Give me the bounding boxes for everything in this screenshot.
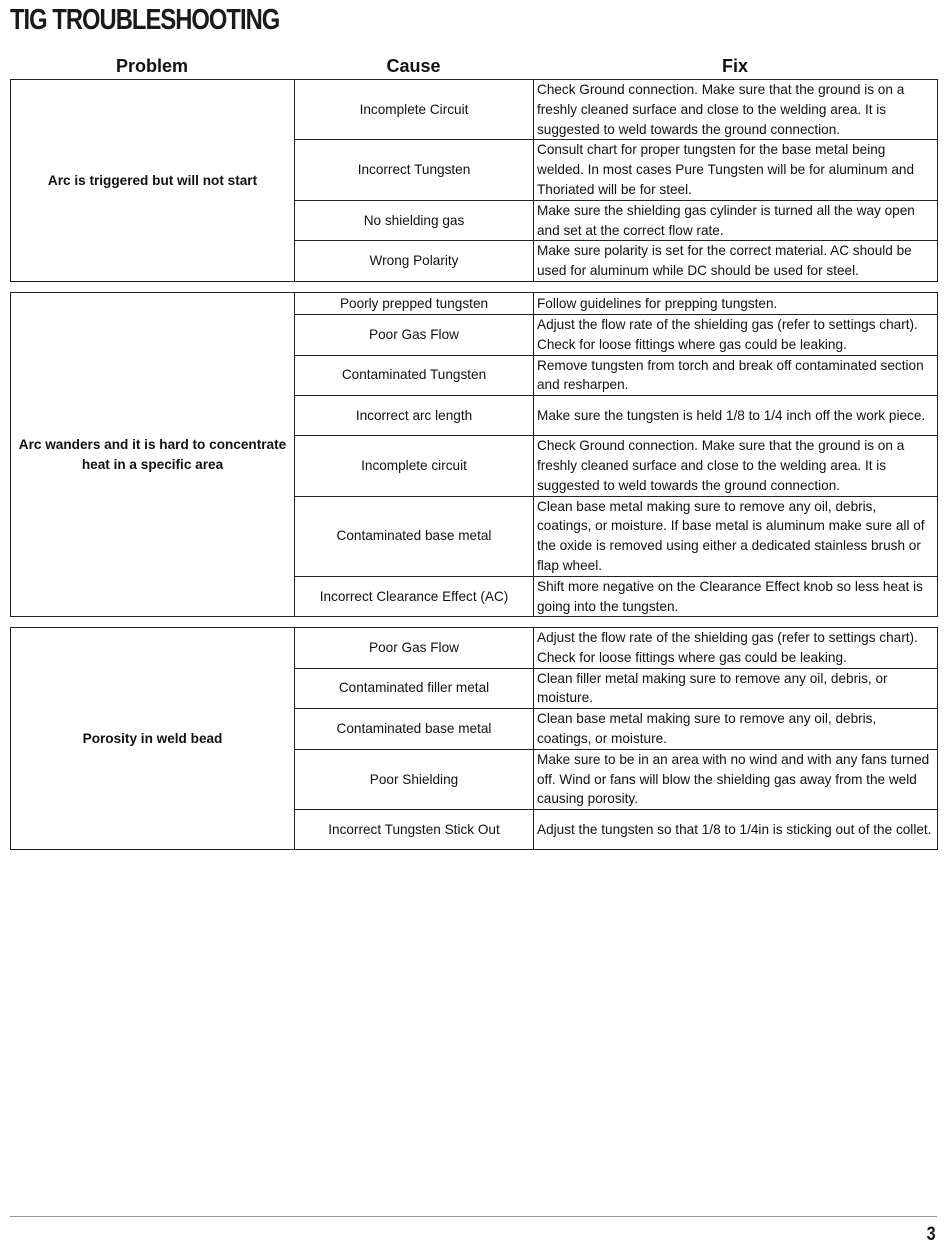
cause-cell: Incorrect Tungsten Stick Out	[295, 810, 534, 850]
cause-cell: Poorly prepped tungsten	[295, 293, 534, 315]
fix-cell: Adjust the flow rate of the shielding gas (refer to settings chart). Check for loose fittings where gas could be leaking.	[534, 628, 938, 669]
cause-cell: Incomplete circuit	[295, 436, 534, 496]
fix-cell: Follow guidelines for prepping tungsten.	[534, 293, 938, 315]
cause-column-header: Cause	[386, 56, 441, 76]
fix-cell: Shift more negative on the Clearance Effect knob so less heat is going into the tungsten.	[534, 576, 938, 617]
troubleshooting-table-arc-wanders	[10, 292, 938, 617]
cause-cell: Contaminated Tungsten	[295, 355, 534, 396]
cause-cell: Poor Shielding	[295, 749, 534, 809]
cause-cell: Contaminated base metal	[295, 496, 534, 576]
problem-column-header: Problem	[115, 56, 189, 76]
cause-cell: Contaminated filler metal	[295, 668, 534, 709]
table-row	[11, 293, 938, 315]
cause-cell: Incomplete Circuit	[295, 80, 534, 140]
fix-cell: Clean base metal making sure to remove any oil, debris, coatings, or moisture.	[534, 709, 938, 750]
troubleshooting-table-arc-will-not-start	[10, 79, 938, 282]
cause-cell: Poor Gas Flow	[295, 628, 534, 669]
fix-cell: Consult chart for proper tungsten for the base metal being welded. In most cases Pure Tungsten will be for aluminum and Thoriated will be for steel.	[534, 140, 938, 200]
fix-cell: Make sure the tungsten is held 1/8 to 1/4 inch off the work piece.	[534, 396, 938, 436]
fix-cell: Make sure polarity is set for the correct material. AC should be used for aluminum while DC should be used for steel.	[534, 241, 938, 282]
table-row	[11, 80, 938, 140]
cause-cell: No shielding gas	[295, 200, 534, 241]
fix-cell: Adjust the flow rate of the shielding gas (refer to settings chart). Check for loose fittings where gas could be leaking.	[534, 315, 938, 356]
fix-column-header: Fix	[721, 56, 748, 76]
fix-cell: Make sure the shielding gas cylinder is turned all the way open and set at the correct flow rate.	[534, 200, 938, 241]
cause-cell: Incorrect Tungsten	[295, 140, 534, 200]
column-headers	[10, 54, 937, 78]
troubleshooting-table-porosity	[10, 627, 938, 850]
cause-cell: Wrong Polarity	[295, 241, 534, 282]
fix-cell: Check Ground connection. Make sure that the ground is on a freshly cleaned surface and close to the welding area. It is suggested to weld towards the ground connection.	[534, 80, 938, 140]
cause-cell: Poor Gas Flow	[295, 315, 534, 356]
fix-cell: Make sure to be in an area with no wind and with any fans turned off. Wind or fans will blow the shielding gas away from the weld causing porosity.	[534, 749, 938, 809]
fix-cell: Clean base metal making sure to remove any oil, debris, coatings, or moisture. If base metal is aluminum make sure all of the oxide is removed using either a dedicated stainless brush or flap wheel.	[534, 496, 938, 576]
table-row	[11, 628, 938, 669]
problem-cell: Porosity in weld bead	[11, 628, 295, 850]
fix-cell: Clean filler metal making sure to remove any oil, debris, or moisture.	[534, 668, 938, 709]
page-title: TIG TROUBLESHOOTING	[10, 4, 280, 36]
fix-cell: Check Ground connection. Make sure that the ground is on a freshly cleaned surface and close to the welding area. It is suggested to weld towards the ground connection.	[534, 436, 938, 496]
cause-cell: Incorrect arc length	[295, 396, 534, 436]
cause-cell: Incorrect Clearance Effect (AC)	[295, 576, 534, 617]
cause-cell: Contaminated base metal	[295, 709, 534, 750]
page-number: 3	[927, 1224, 936, 1245]
problem-cell: Arc wanders and it is hard to concentrate heat in a specific area	[11, 293, 295, 617]
fix-cell: Adjust the tungsten so that 1/8 to 1/4in is sticking out of the collet.	[534, 810, 938, 850]
fix-cell: Remove tungsten from torch and break off contaminated section and resharpen.	[534, 355, 938, 396]
footer-divider	[10, 1216, 937, 1217]
problem-cell: Arc is triggered but will not start	[11, 80, 295, 282]
